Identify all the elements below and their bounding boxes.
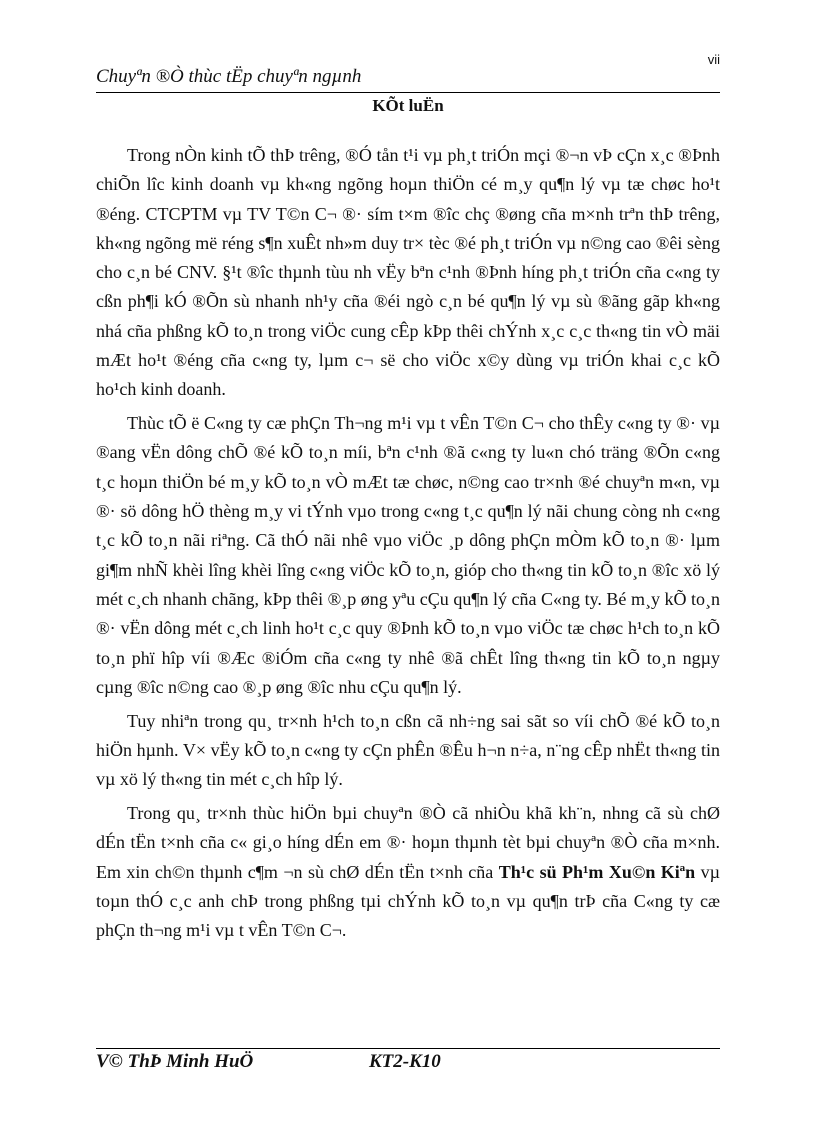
body-text (96, 141, 720, 950)
paragraph-1: Trong nÒn kinh tÕ thÞ trêng, ®Ó tån t¹i vµ ph¸t triÓn mçi ®¬n vÞ cÇn x¸c ®Þnh chiÕn lîc kinh doanh vµ kh«ng ngõng hoµn thiÖn cé m¸y qu¶n lý vµ tæ chøc ho¹t ®éng. CTCPTM vµ TV T©n C¬ ®· sím t×m ®îc chç ®øng cña m×nh trªn thÞ trêng, kh«ng ngõng më réng s¶n xuÊt nh»m duy tr× tèc ®é ph¸t triÓn vµ n©ng cao ®êi sèng cho c¸n bé CNV. §¹t ®îc thµnh tùu nh vËy bªn c¹nh ®Þnh híng ph¸t triÓn cña c«ng ty cßn ph¶i kÓ ®Õn sù nhanh nh¹y cña ®éi ngò c¸n bé qu¶n lý vµ sù ®ãng gãp kh«ng nhá cña phßng kÕ to¸n trong viÖc cung cÊp kÞp thêi chÝnh x¸c c¸c th«ng tin vÒ mäi mÆt ho¹t ®éng cña c«ng ty, lµm c¬ së cho viÖc x©y dùng vµ triÓn khai c¸c kÕ ho¹ch kinh doanh. (96, 145, 720, 400)
paragraph-3: Tuy nhiªn trong qu¸ tr×nh h¹ch to¸n cßn cã nh÷ng sai sãt so víi chÕ ®é kÕ to¸n hiÖn hµnh. V× vËy kÕ to¸n c«ng ty cÇn phÊn ®Êu h¬n n÷a, n¨ng cÊp nhËt th«ng tin vµ xö lý th«ng tin mét c¸ch hîp lý. (96, 710, 720, 790)
footer-class-code: KT2-K10 (369, 1051, 441, 1072)
page-title: KÕt luËn (372, 96, 444, 115)
header-divider (96, 92, 720, 93)
footer-author: V© ThÞ Minh HuÖ (96, 1051, 254, 1072)
paragraph-4 (96, 799, 720, 945)
footer-divider (96, 1048, 720, 1049)
page-number: vii (707, 52, 720, 67)
paragraph-4-text-after: vµ toµn thÓ c¸c anh chÞ trong phßng tµi chÝnh kÕ to¸n vµ qu¶n trÞ cña C«ng ty cæ phÇn th¬ng m¹i vµ t vÊn T©n C¬. (96, 861, 720, 941)
running-header-title: Chuyªn ®Ò thùc tËp chuyªn ngµnh (96, 66, 362, 87)
paragraph-2: Thùc tÕ ë C«ng ty cæ phÇn Th¬ng m¹i vµ t vÊn T©n C¬ cho thÊy c«ng ty ®· vµ ®ang vËn dông chÕ ®é kÕ to¸n míi, bªn c¹nh ®ã c«ng ty lu«n chó träng ®Õn c«ng t¸c hoµn thiÖn bé m¸y kÕ to¸n vÒ mÆt tæ chøc, n©ng cao tr×nh ®é chuyªn m«n, vµ ®· sö dông hÖ thèng m¸y vi tÝnh vµo trong c«ng t¸c qu¶n lý nãi chung còng nh c«ng t¸c kÕ to¸n nãi riªng. Cã thÓ nãi nhê vµo viÖc ¸p dông phÇn mÒm kÕ to¸n ®· lµm gi¶m nhÑ khèi lîng khèi lîng c«ng viÖc kÕ to¸n, gióp cho th«ng tin kÕ to¸n ®îc xö lý mét c¸ch nhanh chãng, kÞp thêi ®¸p øng yªu cÇu qu¶n lý cña C«ng ty. Bé m¸y kÕ to¸n ®· vËn dông mét c¸ch linh ho¹t c¸c quy ®Þnh kÕ to¸n vµo viÖc tæ chøc h¹ch to¸n kÕ to¸n phï hîp víi ®Æc ®iÓm cña c«ng ty nhê ®ã chÊt lîng th«ng tin kÕ to¸n ngµy cµng ®îc n©ng cao ®¸p øng ®îc nhu cÇu qu¶n lý. (96, 413, 720, 697)
advisor-name: Th¹c sü Ph¹m Xu©n Kiªn (498, 861, 696, 882)
paragraph-4-text-before: Trong qu¸ tr×nh thùc hiÖn bµi chuyªn ®Ò cã nhiÒu khã kh¨n, nhng cã sù chØ dÉn tËn t×nh cña c« gi¸o híng dÉn em ®· hoµn thµnh tèt bµi chuyªn ®Ò cña m×nh. Em xin ch©n thµnh c¶m ¬n sù chØ dÉn tËn t×nh cña (96, 803, 720, 882)
